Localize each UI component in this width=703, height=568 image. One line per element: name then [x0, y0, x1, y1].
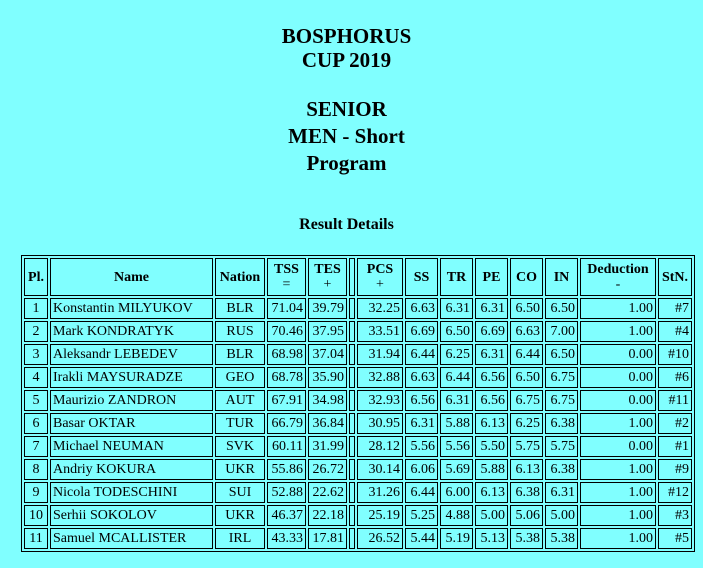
tr-cell: 6.25 [440, 344, 473, 365]
co-cell: 6.50 [510, 298, 543, 319]
nation-cell: GEO [215, 367, 265, 388]
pe-cell: 6.56 [475, 367, 508, 388]
place-cell: 7 [24, 436, 48, 457]
pe-cell: 6.69 [475, 321, 508, 342]
ss-cell: 5.25 [405, 505, 438, 526]
deduction-cell: 1.00 [580, 298, 656, 319]
col-header-co: CO [510, 258, 543, 296]
tes-label: TES [314, 262, 341, 277]
deduction-cell: 0.00 [580, 436, 656, 457]
spacer-cell [349, 413, 355, 434]
name-cell: Aleksandr LEBEDEV [50, 344, 213, 365]
start-number-cell: #3 [658, 505, 692, 526]
name-cell: Maurizio ZANDRON [50, 390, 213, 411]
pcs-label: PCS [366, 262, 394, 277]
event-title-line1: BOSPHORUS [281, 24, 412, 48]
col-header-in: IN [545, 258, 578, 296]
in-cell: 6.50 [545, 344, 578, 365]
results-table [21, 255, 695, 552]
pcs-cell: 32.25 [357, 298, 403, 319]
ss-cell: 6.63 [405, 298, 438, 319]
place-cell: 2 [24, 321, 48, 342]
col-header-tr: TR [440, 258, 473, 296]
co-cell: 6.38 [510, 482, 543, 503]
nation-cell: RUS [215, 321, 265, 342]
ss-cell: 6.69 [405, 321, 438, 342]
deduction-cell: 1.00 [580, 505, 656, 526]
co-cell: 5.06 [510, 505, 543, 526]
deduction-cell: 1.00 [580, 413, 656, 434]
table-row [24, 413, 692, 434]
pe-cell: 5.50 [475, 436, 508, 457]
deduction-cell: 0.00 [580, 344, 656, 365]
deduction-cell: 0.00 [580, 390, 656, 411]
tes-cell: 39.79 [308, 298, 347, 319]
deduction-label: Deduction [587, 262, 649, 277]
co-cell: 5.38 [510, 528, 543, 549]
pcs-cell: 31.94 [357, 344, 403, 365]
deduction-cell: 1.00 [580, 459, 656, 480]
table-row [24, 505, 692, 526]
tss-label: TSS [274, 262, 299, 277]
pcs-cell: 33.51 [357, 321, 403, 342]
tes-symbol: + [323, 277, 332, 292]
category-title [0, 96, 693, 177]
co-cell: 6.63 [510, 321, 543, 342]
pe-cell: 6.56 [475, 390, 508, 411]
col-header-tes [308, 258, 347, 296]
table-row [24, 459, 692, 480]
ss-cell: 5.44 [405, 528, 438, 549]
pe-cell: 6.13 [475, 413, 508, 434]
table-row [24, 390, 692, 411]
tr-cell: 6.44 [440, 367, 473, 388]
in-cell: 6.50 [545, 298, 578, 319]
place-cell: 8 [24, 459, 48, 480]
header-row [24, 258, 692, 296]
co-cell: 6.75 [510, 390, 543, 411]
tes-cell: 26.72 [308, 459, 347, 480]
deduction-cell: 0.00 [580, 367, 656, 388]
name-cell: Irakli MAYSURADZE [50, 367, 213, 388]
spacer-cell [349, 344, 355, 365]
pe-cell: 5.88 [475, 459, 508, 480]
start-number-cell: #5 [658, 528, 692, 549]
co-cell: 5.75 [510, 436, 543, 457]
pcs-symbol: + [376, 277, 384, 292]
tss-cell: 70.46 [267, 321, 306, 342]
tes-cell: 31.99 [308, 436, 347, 457]
pcs-cell: 32.93 [357, 390, 403, 411]
place-cell: 10 [24, 505, 48, 526]
tes-cell: 34.98 [308, 390, 347, 411]
start-number-cell: #4 [658, 321, 692, 342]
tss-cell: 52.88 [267, 482, 306, 503]
pcs-cell: 30.95 [357, 413, 403, 434]
co-cell: 6.44 [510, 344, 543, 365]
col-header-place: Pl. [24, 258, 48, 296]
event-title-line2: CUP 2019 [301, 48, 392, 72]
table-row [24, 344, 692, 365]
spacer-cell [349, 505, 355, 526]
start-number-cell: #10 [658, 344, 692, 365]
table-row [24, 298, 692, 319]
table-row [24, 321, 692, 342]
result-details-title: Result Details [299, 216, 394, 233]
col-header-pcs [357, 258, 403, 296]
pcs-cell: 28.12 [357, 436, 403, 457]
spacer-cell [349, 482, 355, 503]
event-title [0, 24, 693, 72]
col-header-nation: Nation [215, 258, 265, 296]
nation-cell: SUI [215, 482, 265, 503]
pcs-cell: 26.52 [357, 528, 403, 549]
name-cell: Konstantin MILYUKOV [50, 298, 213, 319]
tes-cell: 22.18 [308, 505, 347, 526]
co-cell: 6.50 [510, 367, 543, 388]
name-cell: Samuel MCALLISTER [50, 528, 213, 549]
spacer-cell [349, 367, 355, 388]
ss-cell: 5.56 [405, 436, 438, 457]
co-cell: 6.25 [510, 413, 543, 434]
tr-cell: 6.31 [440, 390, 473, 411]
pe-cell: 6.13 [475, 482, 508, 503]
ss-cell: 6.44 [405, 482, 438, 503]
nation-cell: UKR [215, 505, 265, 526]
deduction-cell: 1.00 [580, 321, 656, 342]
table-row [24, 367, 692, 388]
start-number-cell: #12 [658, 482, 692, 503]
pe-cell: 6.31 [475, 298, 508, 319]
place-cell: 4 [24, 367, 48, 388]
in-cell: 6.31 [545, 482, 578, 503]
table-row [24, 482, 692, 503]
start-number-cell: #9 [658, 459, 692, 480]
place-cell: 5 [24, 390, 48, 411]
name-cell: Andriy KOKURA [50, 459, 213, 480]
in-cell: 6.38 [545, 413, 578, 434]
tr-cell: 5.56 [440, 436, 473, 457]
in-cell: 5.75 [545, 436, 578, 457]
start-number-cell: #7 [658, 298, 692, 319]
tr-cell: 6.00 [440, 482, 473, 503]
tr-cell: 5.19 [440, 528, 473, 549]
spacer-cell [349, 436, 355, 457]
table-row [24, 436, 692, 457]
name-cell: Basar OKTAR [50, 413, 213, 434]
tes-cell: 36.84 [308, 413, 347, 434]
spacer-cell [349, 459, 355, 480]
tss-cell: 55.86 [267, 459, 306, 480]
deduction-cell: 1.00 [580, 528, 656, 549]
pcs-cell: 31.26 [357, 482, 403, 503]
col-spacer [349, 258, 355, 296]
co-cell: 6.13 [510, 459, 543, 480]
spacer-cell [349, 321, 355, 342]
category-title-line2: MEN - Short [288, 124, 405, 148]
tes-cell: 37.04 [308, 344, 347, 365]
spacer-cell [349, 528, 355, 549]
start-number-cell: #1 [658, 436, 692, 457]
table-row [24, 528, 692, 549]
tss-cell: 43.33 [267, 528, 306, 549]
in-cell: 6.75 [545, 390, 578, 411]
name-cell: Nicola TODESCHINI [50, 482, 213, 503]
in-cell: 6.75 [545, 367, 578, 388]
place-cell: 1 [24, 298, 48, 319]
tes-cell: 37.95 [308, 321, 347, 342]
pcs-cell: 30.14 [357, 459, 403, 480]
spacer-cell [349, 390, 355, 411]
start-number-cell: #2 [658, 413, 692, 434]
tss-cell: 71.04 [267, 298, 306, 319]
nation-cell: TUR [215, 413, 265, 434]
name-cell: Serhii SOKOLOV [50, 505, 213, 526]
in-cell: 6.38 [545, 459, 578, 480]
nation-cell: IRL [215, 528, 265, 549]
ss-cell: 6.31 [405, 413, 438, 434]
tr-cell: 6.31 [440, 298, 473, 319]
ss-cell: 6.44 [405, 344, 438, 365]
col-header-pe: PE [475, 258, 508, 296]
tss-cell: 60.11 [267, 436, 306, 457]
name-cell: Michael NEUMAN [50, 436, 213, 457]
pe-cell: 5.00 [475, 505, 508, 526]
spacer-cell [349, 298, 355, 319]
tss-cell: 67.91 [267, 390, 306, 411]
deduction-cell: 1.00 [580, 482, 656, 503]
nation-cell: SVK [215, 436, 265, 457]
tes-cell: 35.90 [308, 367, 347, 388]
tss-cell: 68.98 [267, 344, 306, 365]
col-header-deduction [580, 258, 656, 296]
nation-cell: AUT [215, 390, 265, 411]
tr-cell: 6.50 [440, 321, 473, 342]
ss-cell: 6.06 [405, 459, 438, 480]
tss-symbol: = [282, 277, 291, 292]
ss-cell: 6.63 [405, 367, 438, 388]
tss-cell: 46.37 [267, 505, 306, 526]
pe-cell: 5.13 [475, 528, 508, 549]
name-cell: Mark KONDRATYK [50, 321, 213, 342]
start-number-cell: #6 [658, 367, 692, 388]
in-cell: 5.00 [545, 505, 578, 526]
nation-cell: BLR [215, 344, 265, 365]
category-title-line1: SENIOR [306, 97, 387, 121]
pcs-cell: 32.88 [357, 367, 403, 388]
tss-cell: 68.78 [267, 367, 306, 388]
start-number-cell: #11 [658, 390, 692, 411]
tr-cell: 5.88 [440, 413, 473, 434]
category-title-line3: Program [306, 151, 387, 175]
place-cell: 3 [24, 344, 48, 365]
col-header-start-number: StN. [658, 258, 692, 296]
ss-cell: 6.56 [405, 390, 438, 411]
pe-cell: 6.31 [475, 344, 508, 365]
place-cell: 6 [24, 413, 48, 434]
nation-cell: UKR [215, 459, 265, 480]
col-header-tss [267, 258, 306, 296]
in-cell: 5.38 [545, 528, 578, 549]
col-header-ss: SS [405, 258, 438, 296]
tes-cell: 17.81 [308, 528, 347, 549]
tr-cell: 4.88 [440, 505, 473, 526]
tr-cell: 5.69 [440, 459, 473, 480]
nation-cell: BLR [215, 298, 265, 319]
pcs-cell: 25.19 [357, 505, 403, 526]
in-cell: 7.00 [545, 321, 578, 342]
tss-cell: 66.79 [267, 413, 306, 434]
tes-cell: 22.62 [308, 482, 347, 503]
col-header-name: Name [50, 258, 213, 296]
place-cell: 11 [24, 528, 48, 549]
place-cell: 9 [24, 482, 48, 503]
deduction-symbol: - [615, 277, 621, 292]
